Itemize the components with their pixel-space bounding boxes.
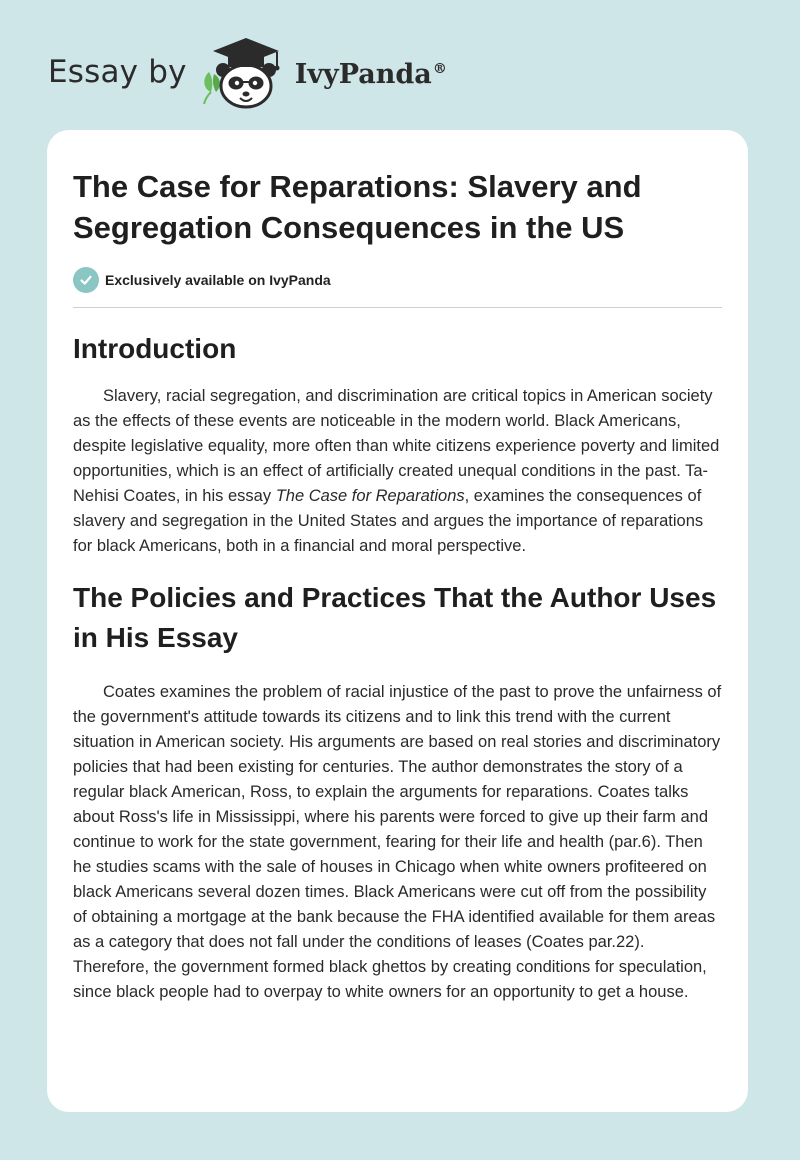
brand-header[interactable] xyxy=(48,34,447,110)
exclusive-badge xyxy=(73,266,722,294)
section-paragraph: Slavery, racial segregation, and discrimination are critical topics in American society as the effects of these events are noticeable in the modern world. Black Americans, despite legislative equality, more often than white citizens experience poverty and limited opportunities, which is an effect of artificially created unequal conditions in the past. Ta-Nehisi Coates, in his essay The Case for Reparations, examines the consequences of slavery and segregation in the United States and argues the importance of reparations for black Americans, both in a financial and moral perspective. xyxy=(73,387,720,555)
essay-title-citation: The Case for Reparations xyxy=(275,487,465,505)
badge-text: Exclusively available on IvyPanda xyxy=(105,272,331,288)
essay-card xyxy=(47,130,748,1112)
essay-title: The Case for Reparations: Slavery and Segregation Consequences in the US xyxy=(73,169,642,245)
divider xyxy=(73,307,722,308)
brand-name: IvyPanda® xyxy=(294,58,447,90)
section-policies xyxy=(73,578,722,1005)
section-introduction xyxy=(73,332,722,559)
section-paragraph: Coates examines the problem of racial injustice of the past to prove the unfairness of the government's attitude towards its citizens and to link this trend with the current situation in American society. His arguments are based on real stories and discriminatory policies that had been existing for centuries. The author demonstrates the story of a regular black American, Ross, to explain the arguments for reparations. Coates talks about Ross's life in Mississippi, where his parents were forced to give up their farm and continue to work for the state government, fearing for their life and health (par.6). Then he studies scams with the sale of houses in Chicago when white owners profiteered on black Americans several dozen times. Black Americans were cut off from the possibility of obtaining a mortgage at the bank because the FHA identified available for them areas as a category that does not fall under the conditions of leases (Coates par.22). Therefore, the government formed black ghettos by creating conditions for speculation, since black people had to overpay to white owners for an opportunity to get a house. xyxy=(73,683,722,1001)
section-heading: Introduction xyxy=(73,333,237,364)
brand-prefix: Essay by xyxy=(48,54,187,90)
panda-logo-icon xyxy=(201,34,291,110)
check-icon xyxy=(73,267,99,293)
section-heading: The Policies and Practices That the Author Uses in His Essay xyxy=(73,582,717,653)
